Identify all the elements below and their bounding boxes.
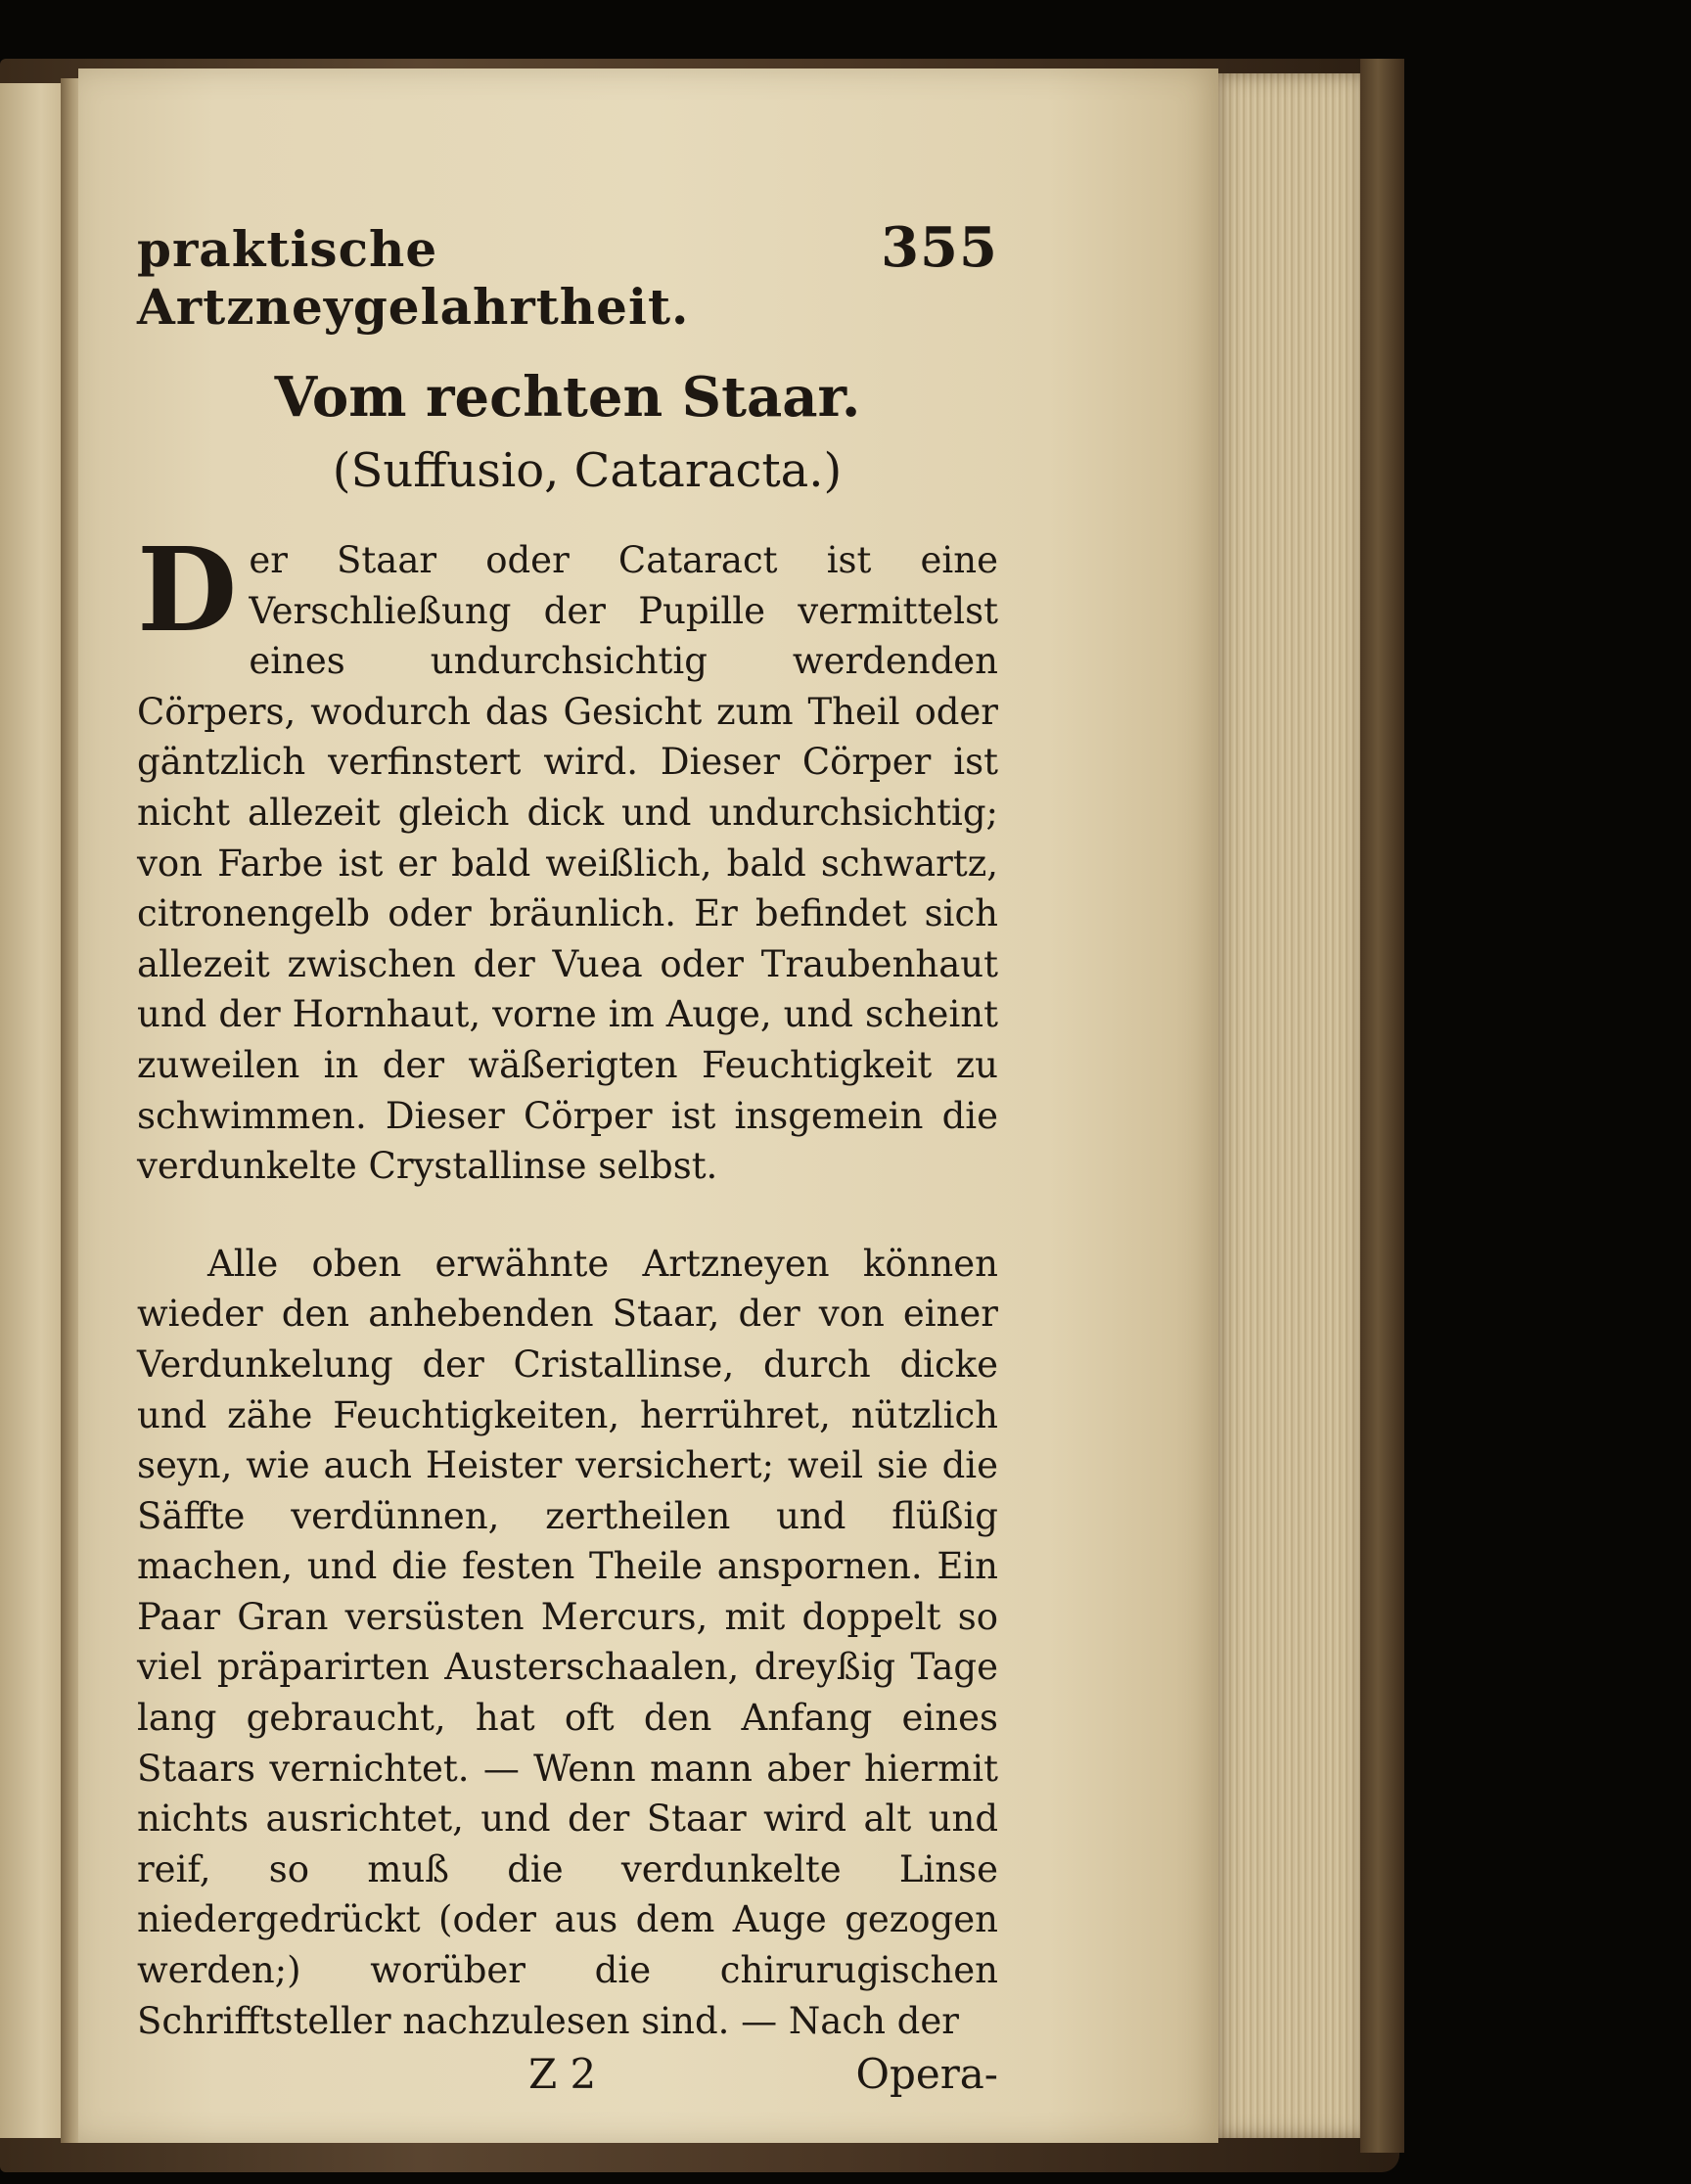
paragraph-2: Alle oben erwähnte Artzneyen können wieder den anhebenden Staar, der von einer Verdunkelung der Cristallinse, durch dicke und zähe Feuchtigkeiten, herrühret, nützlich seyn, wie auch Heister versichert; weil sie die Säffte verdünnen, zertheilen und flüßig machen, und die festen Theile anspornen. Ein Paar Gran versüsten Mercurs, mit doppelt so viel präparirten Austerschaalen, dreyßig Tage lang gebraucht, hat oft den Anfang eines Staars vernichtet. — Wenn mann aber hiermit nichts ausrichtet, und der Staar wird alt und reif, so muß die verdunkelte Linse niedergedrückt (oder aus dem Auge gezogen werden;) worüber die chirurugischen Schrifftsteller nachzulesen sind. — Nach der	[137, 1242, 998, 2042]
paragraph-1	[137, 522, 998, 1192]
drop-cap: D	[137, 522, 238, 658]
text-block	[137, 215, 998, 2098]
left-page-edge	[0, 83, 69, 2138]
running-title: praktische Artzneygelahrtheit.	[137, 220, 690, 336]
page-edges	[1218, 73, 1365, 2138]
back-cover-edge	[1360, 59, 1404, 2153]
section-subtitle: (Suffusio, Cataracta.)	[332, 443, 843, 498]
paragraph-1-text: er Staar oder Cataract ist eine Verschließung der Pupille vermittelst eines undurchsichtig werdenden Cörpers, wodurch das Gesicht zum Theil oder gäntzlich verfinstert wird. Dieser Cörper ist nicht allezeit gleich dick und undurchsichtig; von Farbe ist er bald weißlich, bald schwartz, citronengelb oder bräunlich. Er befindet sich allezeit zwischen der Vuea oder Traubenhaut und der Hornhaut, vorne im Auge, und scheint zuweilen in der wäßerigten Feuchtigkeit zu schwimmen. Dieser Cörper ist insgemein die verdunkelte Crystallinse selbst.	[137, 539, 998, 1188]
signature-mark: Z 2	[528, 2050, 597, 2099]
section-title: Vom rechten Staar.	[274, 365, 861, 430]
page-footer	[137, 2050, 998, 2098]
catchword: Opera-	[855, 2050, 998, 2099]
page-number: 355	[881, 215, 998, 280]
running-header	[137, 215, 998, 336]
